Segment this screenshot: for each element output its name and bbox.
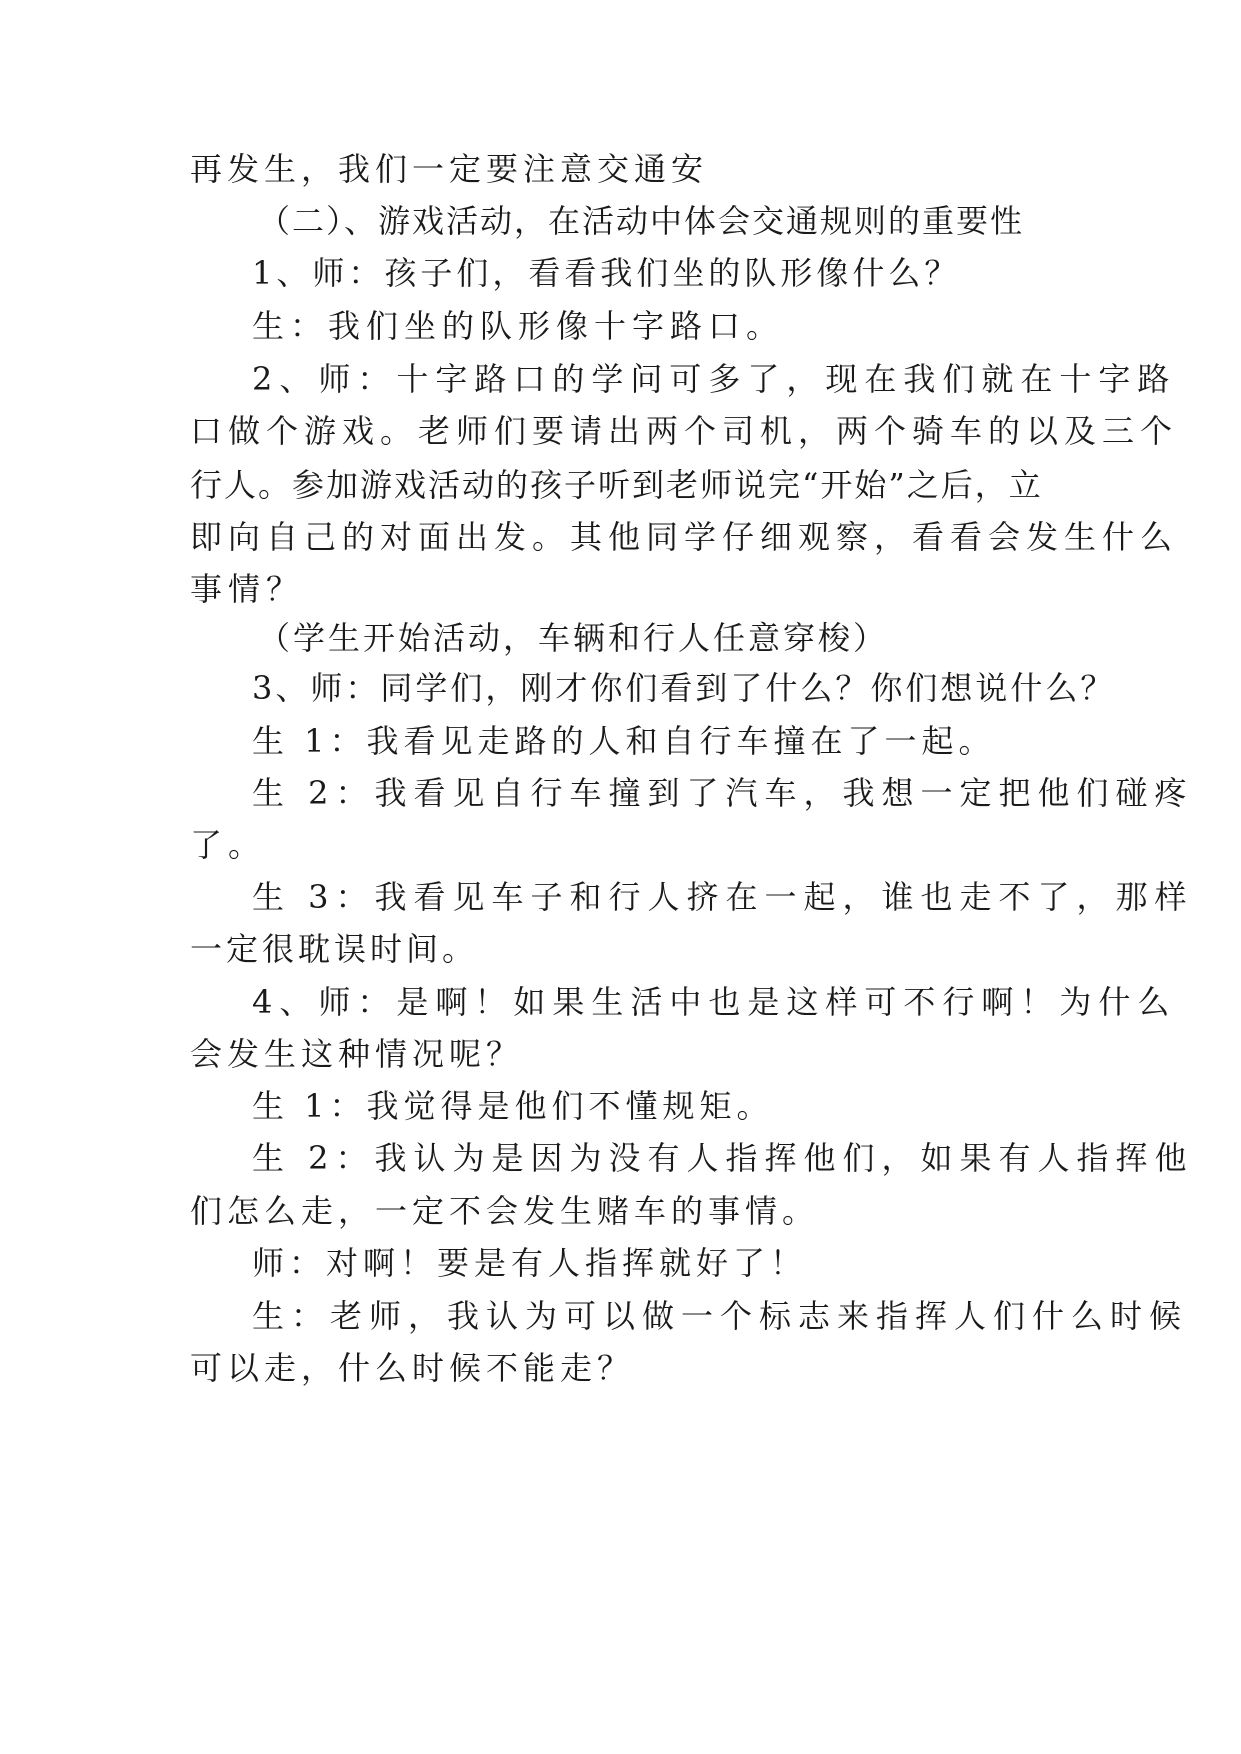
text-line: 2、师：十字路口的学问可多了，现在我们就在十字路 bbox=[252, 360, 1177, 398]
section-heading: （二）、游戏活动，在活动中体会交通规则的重要性 bbox=[258, 202, 1025, 240]
text-line: 生：老师，我认为可以做一个标志来指挥人们什么时候 bbox=[252, 1297, 1189, 1335]
text-line: 生 1：我看见走路的人和自行车撞在了一起。 bbox=[252, 722, 996, 760]
text-line: 4、师：是啊！如果生活中也是这样可不行啊！为什么 bbox=[252, 983, 1177, 1021]
text-line: 3、师：同学们，刚才你们看到了什么？你们想说什么？ bbox=[252, 669, 1116, 707]
text-line: 可以走，什么时候不能走？ bbox=[190, 1349, 635, 1387]
text-line: 即向自己的对面出发。其他同学仔细观察，看看会发生什么 bbox=[190, 518, 1179, 556]
text-line: 生 1：我觉得是他们不懂规矩。 bbox=[252, 1087, 774, 1125]
text-line: 行人。参加游戏活动的孩子听到老师说完“开始”之后，立 bbox=[190, 466, 1043, 504]
text-line: 一定很耽误时间。 bbox=[190, 930, 479, 968]
text-line: 1、师：孩子们，看看我们坐的队形像什么？ bbox=[252, 254, 961, 292]
text-line: 再发生，我们一定要注意交通安 bbox=[190, 150, 709, 188]
text-line: 生：我们坐的队形像十字路口。 bbox=[252, 307, 785, 345]
text-line: 生 2：我看见自行车撞到了汽车，我想一定把他们碰疼 bbox=[252, 774, 1194, 812]
text-line: 会发生这种情况呢？ bbox=[190, 1035, 524, 1073]
text-line: （学生开始活动，车辆和行人任意穿梭） bbox=[258, 619, 889, 657]
text-line: 生 3：我看见车子和行人挤在一起，谁也走不了，那样 bbox=[252, 878, 1194, 916]
text-line: 了。 bbox=[190, 826, 267, 864]
text-line: 事情？ bbox=[190, 570, 305, 608]
text-line: 生 2：我认为是因为没有人指挥他们，如果有人指挥他 bbox=[252, 1139, 1194, 1177]
text-line: 师：对啊！要是有人指挥就好了！ bbox=[252, 1244, 808, 1282]
text-line: 们怎么走，一定不会发生赌车的事情。 bbox=[190, 1192, 820, 1230]
text-line: 口做个游戏。老师们要请出两个司机，两个骑车的以及三个 bbox=[190, 412, 1179, 450]
